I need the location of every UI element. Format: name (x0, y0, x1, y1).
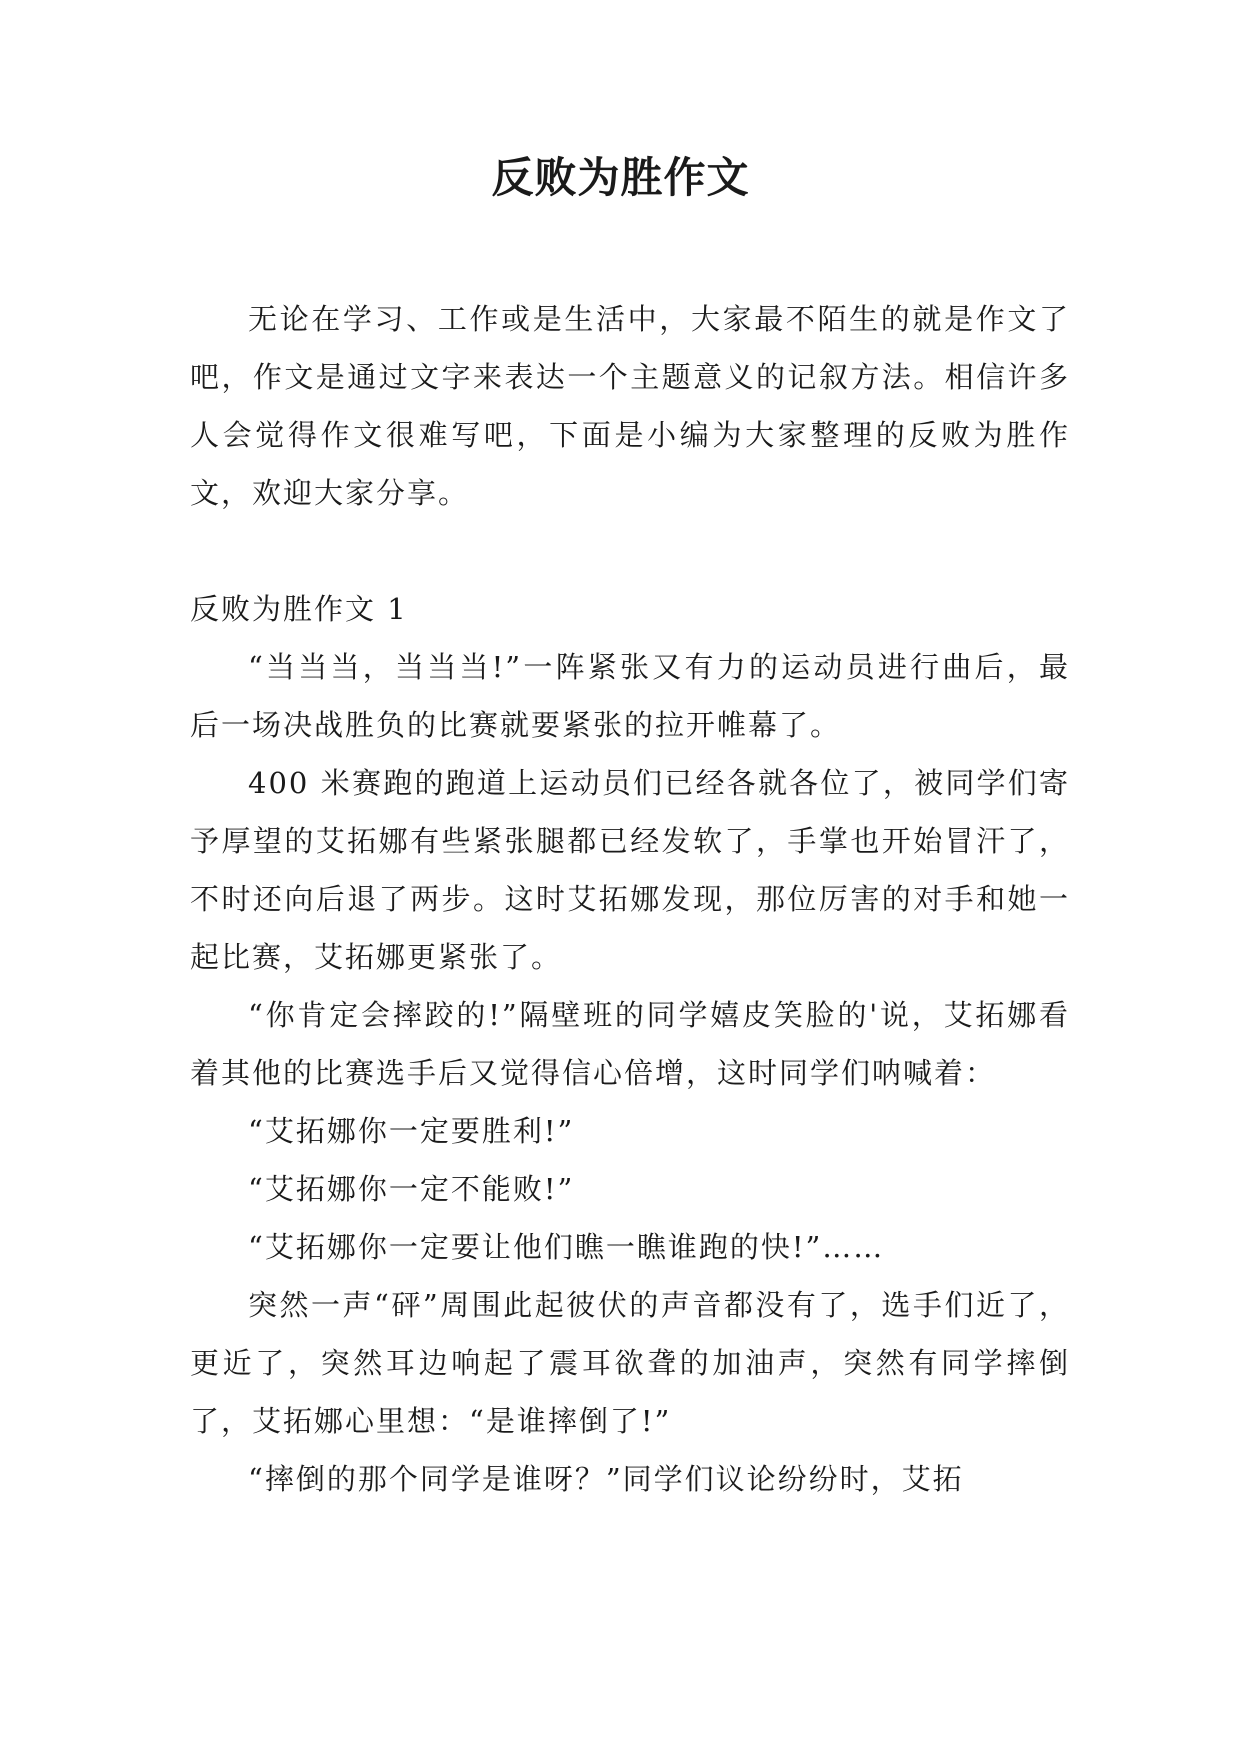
body-paragraph: “你肯定会摔跤的!”隔壁班的同学嬉皮笑脸的'说，艾拓娜看着其他的比赛选手后又觉得信心倍增，这时同学们呐喊着： (190, 998, 1070, 1090)
body-paragraph: “摔倒的那个同学是谁呀？”同学们议论纷纷时，艾拓 (248, 1462, 964, 1496)
body-paragraph: “艾拓娜你一定要胜利!” (248, 1114, 575, 1148)
intro-paragraph: 无论在学习、工作或是生活中，大家最不陌生的就是作文了吧，作文是通过文字来表达一个主题意义的记叙方法。相信许多人会觉得作文很难写吧，下面是小编为大家整理的反败为胜作文，欢迎大家分享。 (190, 302, 1070, 510)
body-paragraph: “艾拓娜你一定要让他们瞧一瞧谁跑的快!”…… (248, 1230, 885, 1264)
body-paragraph: 400 米赛跑的跑道上运动员们已经各就各位了，被同学们寄予厚望的艾拓娜有些紧张腿都已经发软了，手掌也开始冒汗了，不时还向后退了两步。这时艾拓娜发现，那位厉害的对手和她一起比赛，艾拓娜更紧张了。 (190, 766, 1070, 974)
document-title: 反败为胜作文 (491, 153, 750, 202)
document-body (190, 290, 1070, 1508)
section-heading: 反败为胜作文 1 (190, 592, 408, 626)
body-paragraph: “艾拓娜你一定不能败!” (248, 1172, 575, 1206)
body-paragraph: 突然一声“砰”周围此起彼伏的声音都没有了，选手们近了，更近了，突然耳边响起了震耳欲聋的加油声，突然有同学摔倒了，艾拓娜心里想：“是谁摔倒了!” (190, 1288, 1070, 1438)
body-paragraph: “当当当，当当当!”一阵紧张又有力的运动员进行曲后，最后一场决战胜负的比赛就要紧张的拉开帷幕了。 (190, 650, 1070, 742)
